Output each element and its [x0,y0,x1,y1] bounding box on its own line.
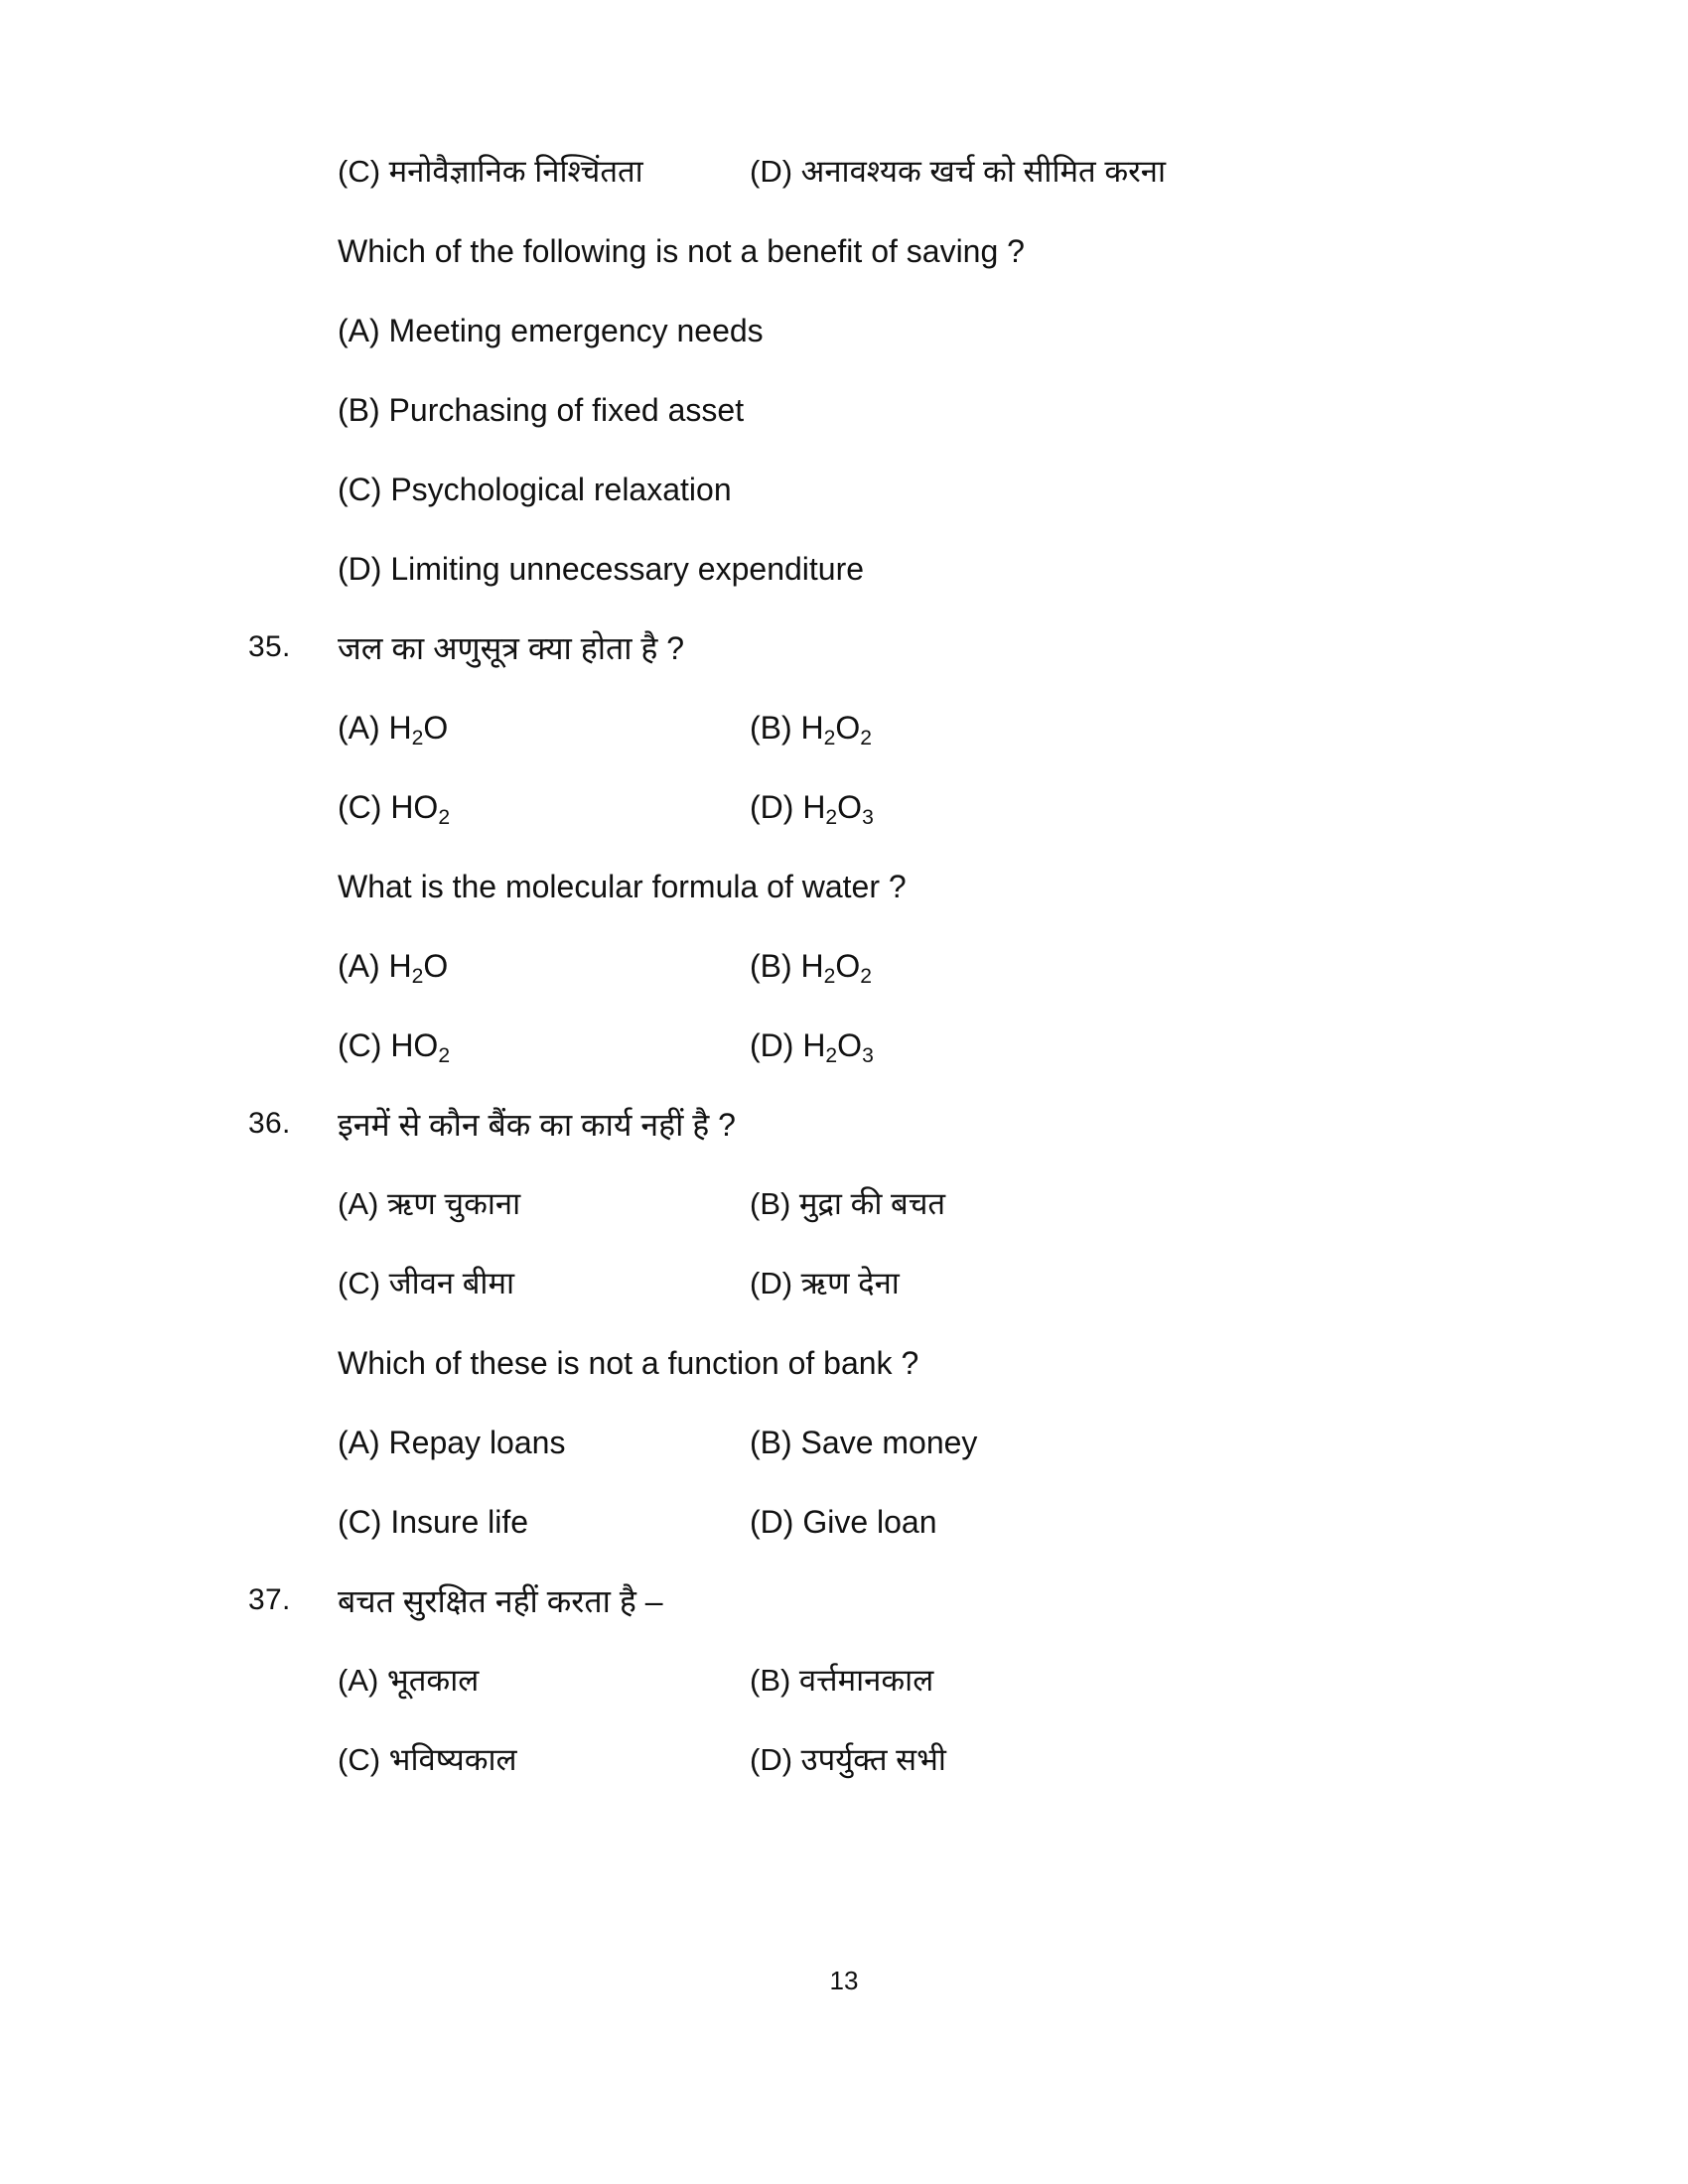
option-b-english: (B) Purchasing of fixed asset [338,392,745,428]
question-text-english: Which of the following is not a benefit of saving ? [338,233,1025,269]
question-37-hindi-options-row-ab [338,1658,1430,1704]
question-36-option-b-hindi: (B) मुद्रा की बचत [750,1186,946,1221]
question-36-english-options-row-cd [338,1499,1430,1545]
question-37-hindi-options-row-cd [338,1737,1430,1783]
question-36-option-c-hindi: (C) जीवन बीमा [338,1266,515,1300]
subscript: 2 [860,726,873,750]
previous-question-tail [338,149,1430,592]
option-c-label: (C) [338,1027,382,1063]
option-b-formula: $H_2O_2$ [800,948,873,988]
question-37-heading [248,1578,1430,1624]
subscript: 3 [862,805,874,829]
subscript: 2 [438,1043,451,1067]
subscript: 2 [411,964,424,988]
question-36-option-a-english: (A) Repay loans [338,1425,566,1460]
subscript: 2 [860,964,873,988]
question-35-option-a-hindi [338,705,750,751]
subscript: 2 [825,805,838,829]
option-c-hindi: (C) मनोवैज्ञानिक निश्चिंतता [338,154,643,189]
subscript: 2 [823,726,836,750]
subscript: 3 [862,1043,874,1067]
subscript: 2 [438,805,451,829]
question-35-option-c-english [338,1023,750,1068]
question-37-number: 37. [248,1583,291,1616]
question-35-hindi-options-row-ab [338,705,1430,751]
question-37-option-c-hindi: (C) भविष्यकाल [338,1742,517,1777]
question-35-number: 35. [248,630,291,663]
option-d-english: (D) Limiting unnecessary expenditure [338,551,865,587]
option-b-label: (B) [750,710,792,746]
question-37-text-hindi: बचत सुरक्षित नहीं करता है – [338,1583,663,1619]
option-c-english: (C) Psychological relaxation [338,472,732,507]
question-36-hindi-options-row-ab [338,1181,1430,1227]
option-d-formula: $H_2O_3$ [802,789,874,829]
option-d-hindi: (D) अनावश्यक खर्च को सीमित करना [750,154,1167,189]
question-35-option-b-english [750,943,1430,989]
option-d-label: (D) [750,789,794,825]
option-b-label: (B) [750,948,792,984]
question-35-option-c-hindi [338,784,750,830]
page-content [248,149,1430,1817]
question-35-text-hindi: जल का अणुसूत्र क्या होता है ? [338,630,685,666]
question-36-option-a-hindi: (A) ऋण चुकाना [338,1186,521,1221]
question-35-heading [248,625,1430,671]
question-35-option-b-hindi [750,705,1430,751]
option-d-label: (D) [750,1027,794,1063]
question-36-english-options-row-ab [338,1420,1430,1465]
question-36-option-b-english: (B) Save money [750,1425,978,1460]
question-35-english-options-row-cd [338,1023,1430,1068]
option-a-label: (A) [338,710,380,746]
option-c-formula: $HO_2$ [390,789,451,829]
question-37-body [338,1658,1430,1783]
question-36-text-hindi: इनमें से कौन बैंक का कार्य नहीं है ? [338,1107,736,1143]
question-37-option-d-hindi: (D) उपर्युक्त सभी [750,1742,946,1777]
option-d-formula: $H_2O_3$ [802,1027,874,1067]
question-36-option-d-hindi: (D) ऋण देना [750,1266,900,1300]
question-36-text-english: Which of these is not a function of bank ? [338,1345,919,1381]
question-37-option-b-hindi: (B) वर्त्तमानकाल [750,1663,934,1698]
question-36-body [338,1181,1430,1545]
question-37-option-a-hindi: (A) भूतकाल [338,1663,480,1698]
option-a-label: (A) [338,948,380,984]
option-a-formula: $H_2O$ [388,710,449,750]
page-number: 13 [829,1966,859,1995]
question-35-option-d-hindi [750,784,1430,830]
question-36-number: 36. [248,1107,291,1140]
question-35-body [338,705,1430,1068]
question-36-heading [248,1102,1430,1148]
option-c-formula: $HO_2$ [390,1027,451,1067]
option-a-english: (A) Meeting emergency needs [338,313,764,348]
question-35-option-a-english [338,943,750,989]
question-36-option-d-english: (D) Give loan [750,1504,937,1540]
option-c-label: (C) [338,789,382,825]
subscript: 2 [411,726,424,750]
subscript: 2 [825,1043,838,1067]
subscript: 2 [823,964,836,988]
question-35-hindi-options-row-cd [338,784,1430,830]
question-35-text-english: What is the molecular formula of water ? [338,869,907,904]
option-b-formula: $H_2O_2$ [800,710,873,750]
question-35-english-options-row-ab [338,943,1430,989]
option-a-formula: $H_2O$ [388,948,449,988]
option-row-hindi-cd [338,149,1430,195]
question-35-option-d-english [750,1023,1430,1068]
question-36-option-c-english: (C) Insure life [338,1504,529,1540]
question-36-hindi-options-row-cd [338,1261,1430,1306]
